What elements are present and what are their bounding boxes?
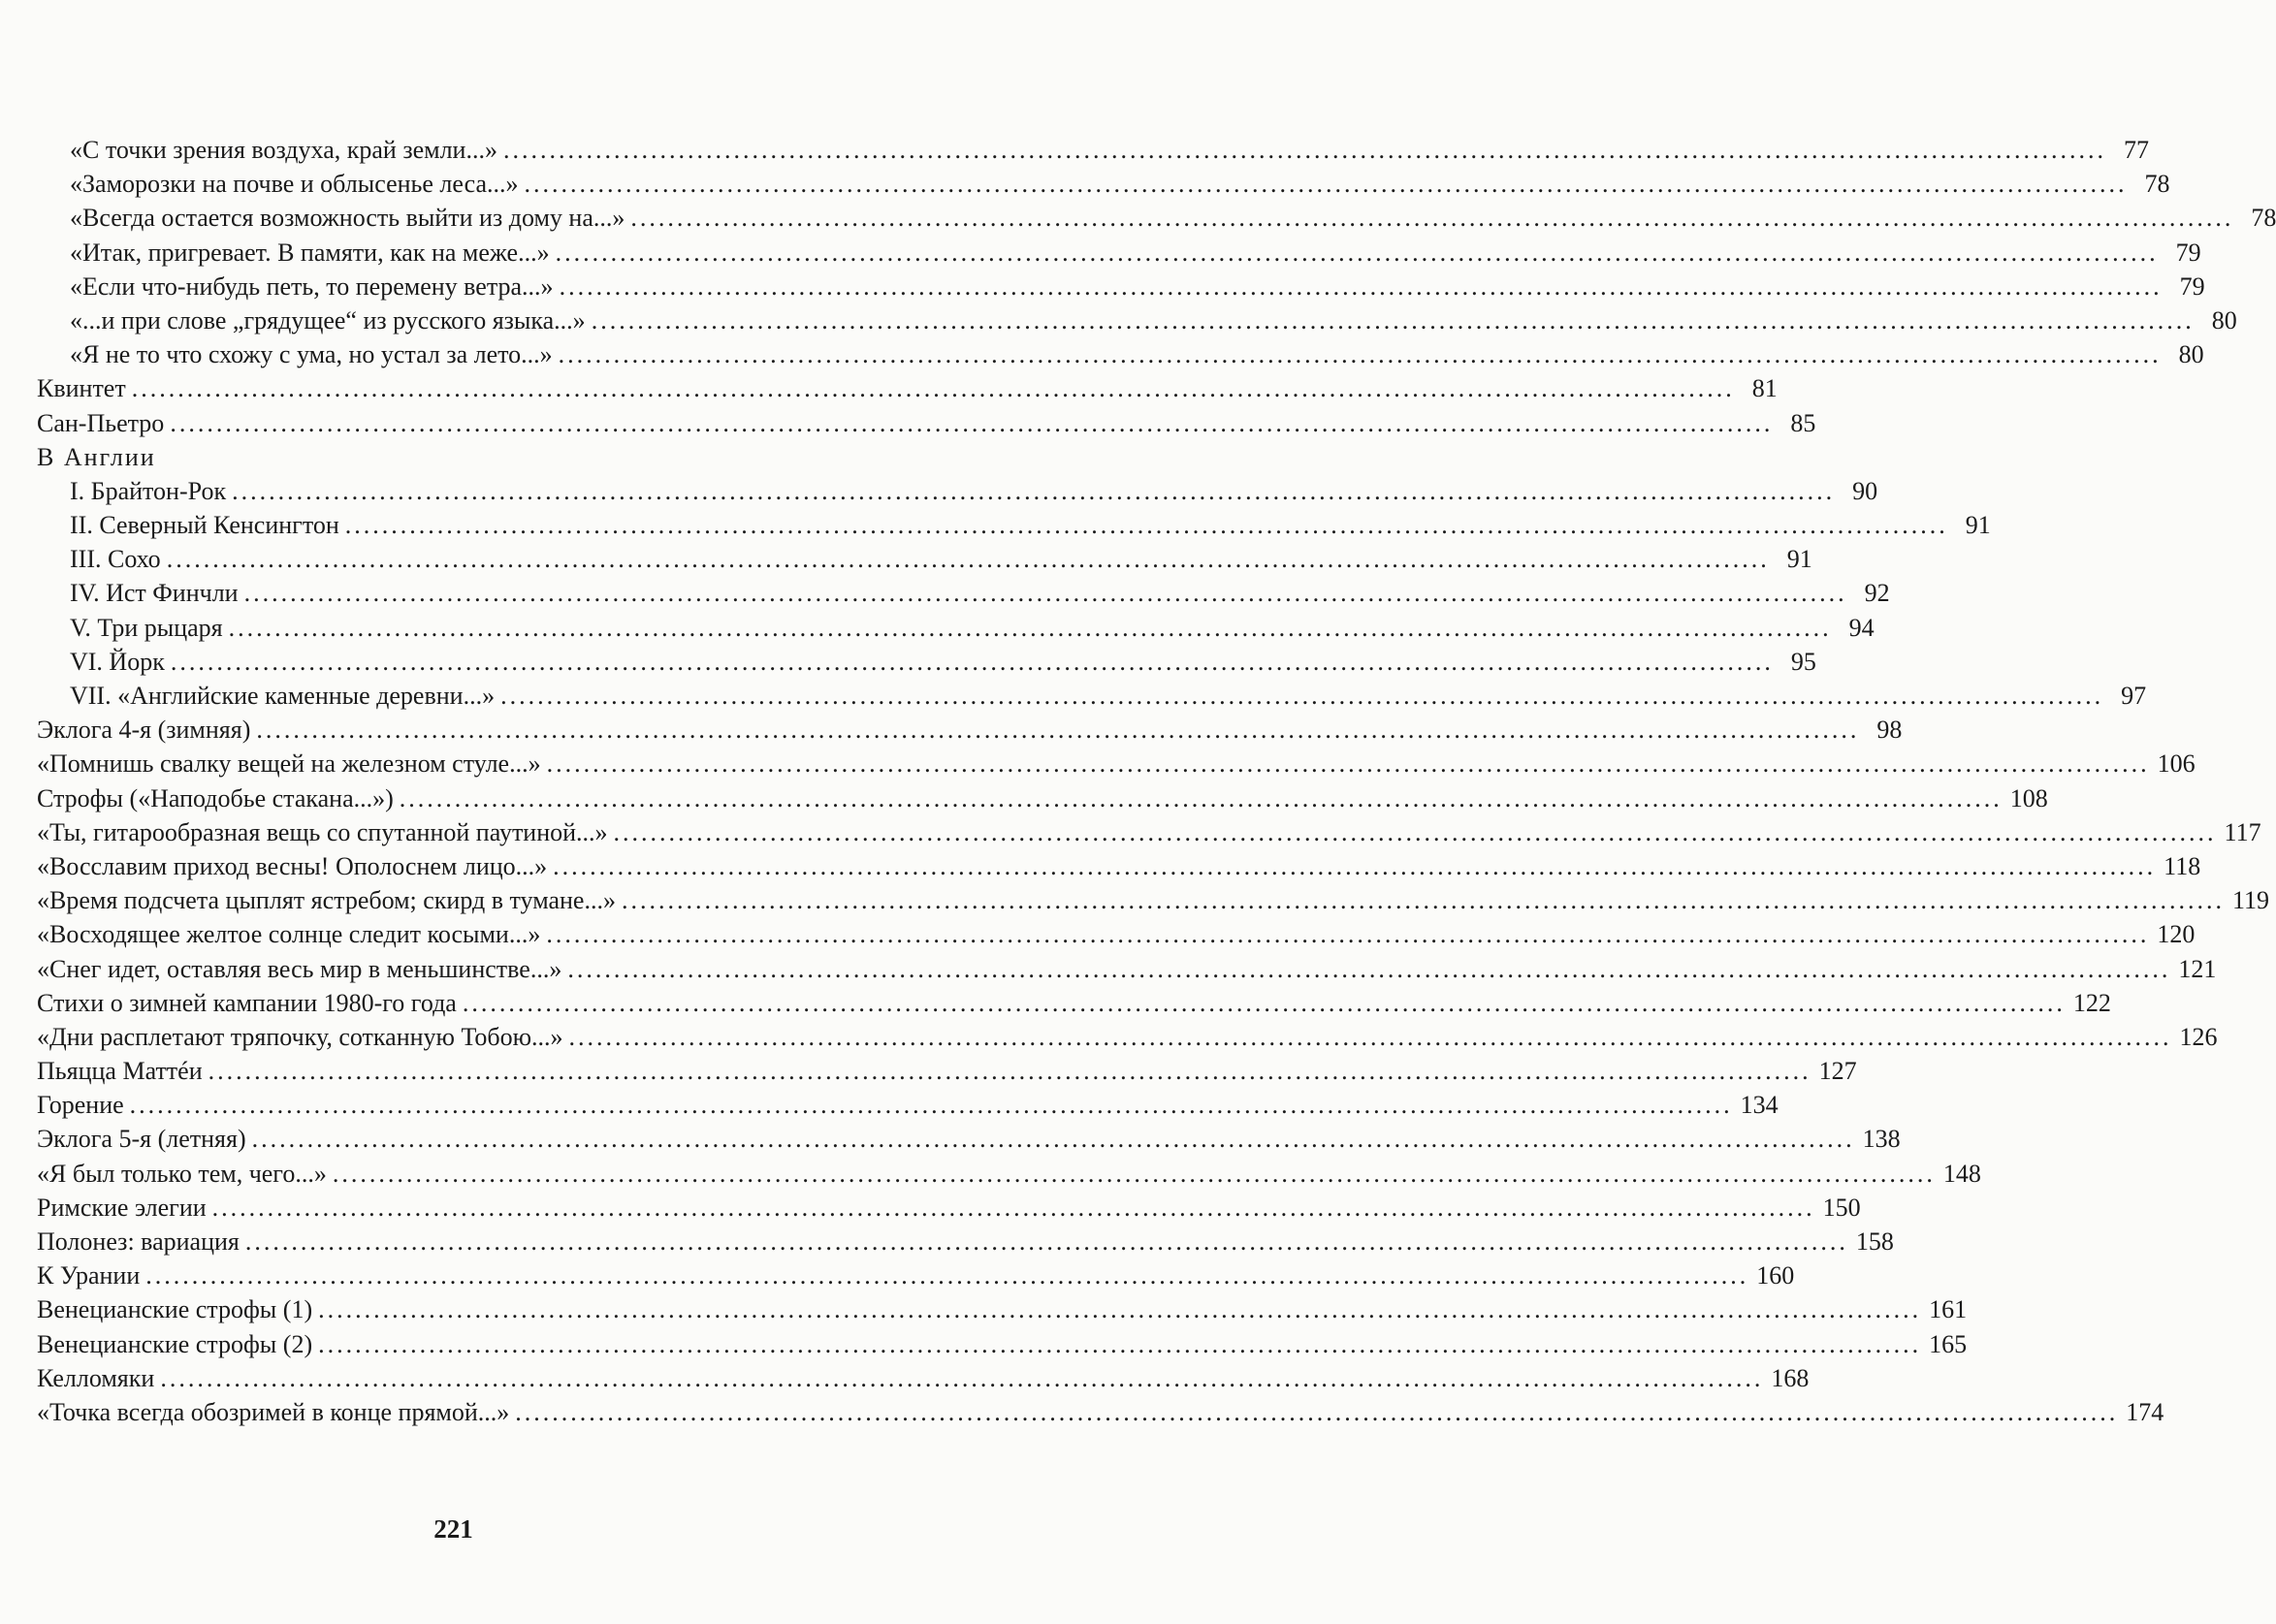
toc-entry-title: Келломяки <box>37 1363 155 1392</box>
toc-entry <box>37 1054 1857 1088</box>
toc-entry <box>37 952 2217 986</box>
toc-dot-leader <box>244 576 1847 610</box>
toc-entry <box>37 201 2276 235</box>
toc-dot-leader <box>160 1361 1763 1395</box>
toc-entry-page: 122 <box>2072 988 2111 1017</box>
toc-dot-leader <box>232 474 1835 508</box>
toc-entry <box>37 1157 1981 1191</box>
toc-entry-title: «Ты, гитарообразная вещь со спутанной паутиной...» <box>37 817 608 846</box>
toc-dot-leader <box>130 1088 1733 1122</box>
toc-entry <box>37 576 1890 610</box>
toc-entry-page: 165 <box>1929 1329 1968 1358</box>
toc-entry <box>37 849 2201 883</box>
toc-entry-title: В Англии <box>37 442 156 471</box>
toc-entry-page: 127 <box>1818 1057 1857 1086</box>
toc-entry-page: 119 <box>2231 886 2270 915</box>
toc-dot-leader <box>212 1191 1815 1225</box>
toc-dot-leader <box>318 1327 1921 1361</box>
toc-entry-page: 121 <box>2178 954 2217 983</box>
toc-entry-page: 78 <box>2144 170 2170 199</box>
toc-entry <box>37 371 1778 405</box>
toc-entry <box>37 1020 2218 1054</box>
toc-entry-page: 81 <box>1751 374 1778 403</box>
toc-entry-page: 91 <box>1965 511 1991 540</box>
toc-dot-leader <box>622 883 2225 917</box>
toc-entry-title: «Восславим приход весны! Ополоснем лицо...» <box>37 851 548 880</box>
toc-entry-page: 79 <box>2179 271 2205 301</box>
toc-entry-page: 138 <box>1862 1125 1901 1154</box>
toc-entry <box>37 713 1903 747</box>
toc-dot-leader <box>556 236 2159 270</box>
toc-entry-page: 92 <box>1864 579 1890 608</box>
toc-entry-page: 85 <box>1790 408 1816 437</box>
toc-entry-page: 158 <box>1855 1227 1894 1256</box>
toc-dot-leader <box>524 167 2127 201</box>
toc-dot-leader <box>463 986 2066 1020</box>
toc-entry-title: «С точки зрения воздуха, край земли...» <box>70 136 497 164</box>
toc-entry <box>37 474 1878 508</box>
toc-dot-leader <box>345 508 1948 542</box>
toc-entry-page: 126 <box>2179 1022 2218 1051</box>
toc-entry-page: 79 <box>2175 238 2201 267</box>
toc-entry <box>37 1258 1795 1292</box>
toc-entry-title: V. Три рыцаря <box>70 613 223 642</box>
toc-entry-page: 160 <box>1756 1261 1795 1290</box>
toc-entry-title: «Время подсчета цыплят ястребом; скирд в тумане...» <box>37 886 616 915</box>
toc-entry <box>37 1327 1968 1361</box>
toc-dot-leader <box>245 1225 1848 1258</box>
toc-entry <box>37 815 2261 849</box>
toc-dot-leader <box>171 645 1774 679</box>
toc-entry-title: Эклога 4-я (зимняя) <box>37 716 251 745</box>
toc-dot-leader <box>500 679 2103 713</box>
toc-entry <box>37 406 1816 440</box>
toc-entry-title: «Дни расплетают тряпочку, сотканную Тобою...» <box>37 1022 563 1051</box>
toc-entry <box>37 747 2196 780</box>
toc-entry-title: Сан-Пьетро <box>37 408 165 437</box>
toc-dot-leader <box>567 952 2170 986</box>
toc-entry <box>37 986 2111 1020</box>
toc-entry-title: Стихи о зимней кампании 1980-го года <box>37 988 457 1017</box>
toc-dot-leader <box>546 917 2149 951</box>
toc-entry-title: Венецианские строфы (1) <box>37 1295 313 1324</box>
toc-dot-leader <box>208 1054 1811 1088</box>
toc-entry-page: 90 <box>1852 476 1878 505</box>
toc-entry <box>37 1225 1894 1258</box>
toc-entry-page: 97 <box>2121 682 2147 710</box>
toc-entry <box>37 611 1875 645</box>
toc-dot-leader <box>553 849 2156 883</box>
toc-dot-leader <box>167 542 1770 576</box>
toc-entry-title: «Если что-нибудь петь, то перемену ветра...» <box>70 271 554 301</box>
toc-entry-title: I. Брайтон-Рок <box>70 476 227 505</box>
toc-dot-leader <box>614 815 2217 849</box>
toc-dot-leader <box>252 1122 1855 1156</box>
toc-entry <box>37 508 1991 542</box>
toc-dot-leader <box>256 713 1859 747</box>
toc-entry <box>37 1191 1861 1225</box>
toc-dot-leader <box>400 781 2003 815</box>
toc-entry-title: «Помнишь свалку вещей на железном стуле...» <box>37 749 541 779</box>
toc-entry-title: VI. Йорк <box>70 647 165 676</box>
toc-entry <box>37 440 851 474</box>
toc-entry <box>37 1361 1810 1395</box>
toc-entry-title: «Я не то что схожу с ума, но устал за лето...» <box>70 340 553 369</box>
toc-entry <box>37 1395 2164 1429</box>
toc-entry-title: К Урании <box>37 1261 141 1290</box>
toc-entry-page: 106 <box>2157 749 2196 779</box>
toc-entry <box>37 270 2205 303</box>
toc-entry-title: II. Северный Кенсингтон <box>70 511 339 540</box>
toc-entry-title: «Восходящее желтое солнце следит косыми...» <box>37 920 541 949</box>
toc-entry-title: «Всегда остается возможность выйти из дому на...» <box>70 204 625 233</box>
toc-dot-leader <box>132 371 1735 405</box>
toc-entry <box>37 1122 1901 1156</box>
toc-entry-page: 98 <box>1876 716 1903 745</box>
toc-entry-title: Эклога 5-я (летняя) <box>37 1125 246 1154</box>
toc-entry-title: «...и при слове „грядущее“ из русского языка...» <box>70 305 586 334</box>
toc-entry-title: Пьяцца Маттéи <box>37 1057 203 1086</box>
toc-dot-leader <box>547 747 2150 780</box>
toc-entry-page: 161 <box>1929 1295 1968 1324</box>
toc-entry <box>37 167 2170 201</box>
toc-entry <box>37 781 2048 815</box>
toc-entry <box>37 1292 1968 1326</box>
toc-entry-page: 80 <box>2211 305 2237 334</box>
toc-dot-leader <box>630 201 2233 235</box>
toc-dot-leader <box>170 406 1773 440</box>
toc-entry-title: «Я был только тем, чего...» <box>37 1159 327 1188</box>
toc-dot-leader <box>569 1020 2172 1054</box>
toc-entry-title: VII. «Английские каменные деревни...» <box>70 682 496 710</box>
toc-entry-page: 118 <box>2164 851 2201 880</box>
toc-entry-title: III. Сохо <box>70 545 161 574</box>
toc-entry <box>37 303 2237 337</box>
toc-entry <box>37 337 2204 371</box>
toc-entry-page: 91 <box>1786 545 1812 574</box>
toc-entry-title: Римские элегии <box>37 1193 207 1222</box>
toc-entry <box>37 542 1812 576</box>
toc-entry-page: 77 <box>2123 136 2149 164</box>
toc-entry-page: 168 <box>1771 1363 1810 1392</box>
toc-dot-leader <box>333 1157 1936 1191</box>
toc-entry-title: «Снег идет, оставляя весь мир в меньшинстве...» <box>37 954 562 983</box>
toc-dot-leader <box>592 303 2195 337</box>
toc-dot-leader <box>318 1292 1921 1326</box>
table-of-contents <box>37 133 2276 1429</box>
toc-entry <box>37 645 1816 679</box>
toc-entry-page: 174 <box>2126 1397 2164 1426</box>
toc-entry-page: 94 <box>1848 613 1875 642</box>
toc-dot-leader <box>503 133 2106 167</box>
toc-entry-page: 134 <box>1740 1091 1779 1120</box>
toc-entry-title: Квинтет <box>37 374 126 403</box>
toc-entry <box>37 236 2201 270</box>
toc-entry-page: 117 <box>2224 817 2261 846</box>
toc-entry <box>37 133 2149 167</box>
toc-entry-title: Строфы («Наподобье стакана...») <box>37 783 394 812</box>
toc-entry <box>37 679 2147 713</box>
toc-entry-page: 120 <box>2157 920 2196 949</box>
toc-entry-title: «Заморозки на почве и облысенье леса...» <box>70 170 519 199</box>
page-number: 221 <box>433 1514 473 1544</box>
toc-dot-leader <box>145 1258 1748 1292</box>
toc-entry-page: 150 <box>1822 1193 1861 1222</box>
toc-dot-leader <box>560 270 2163 303</box>
toc-entry-title: Венецианские строфы (2) <box>37 1329 313 1358</box>
toc-entry-page: 80 <box>2178 340 2204 369</box>
toc-entry-page: 108 <box>2009 783 2048 812</box>
toc-entry-page: 148 <box>1942 1159 1981 1188</box>
toc-dot-leader <box>559 337 2162 371</box>
toc-entry-title: «Итак, пригревает. В памяти, как на меже...» <box>70 238 550 267</box>
toc-dot-leader <box>515 1395 2118 1429</box>
toc-entry-page: 95 <box>1790 647 1816 676</box>
toc-entry-title: Полонез: вариация <box>37 1227 240 1256</box>
toc-entry-title: Горение <box>37 1091 124 1120</box>
toc-dot-leader <box>229 611 1832 645</box>
toc-entry-page: 78 <box>2251 204 2276 233</box>
toc-entry-title: «Точка всегда обозримей в конце прямой...» <box>37 1397 510 1426</box>
toc-entry <box>37 1088 1779 1122</box>
toc-entry-title: IV. Ист Финчли <box>70 579 239 608</box>
toc-entry <box>37 883 2270 917</box>
toc-entry <box>37 917 2196 951</box>
